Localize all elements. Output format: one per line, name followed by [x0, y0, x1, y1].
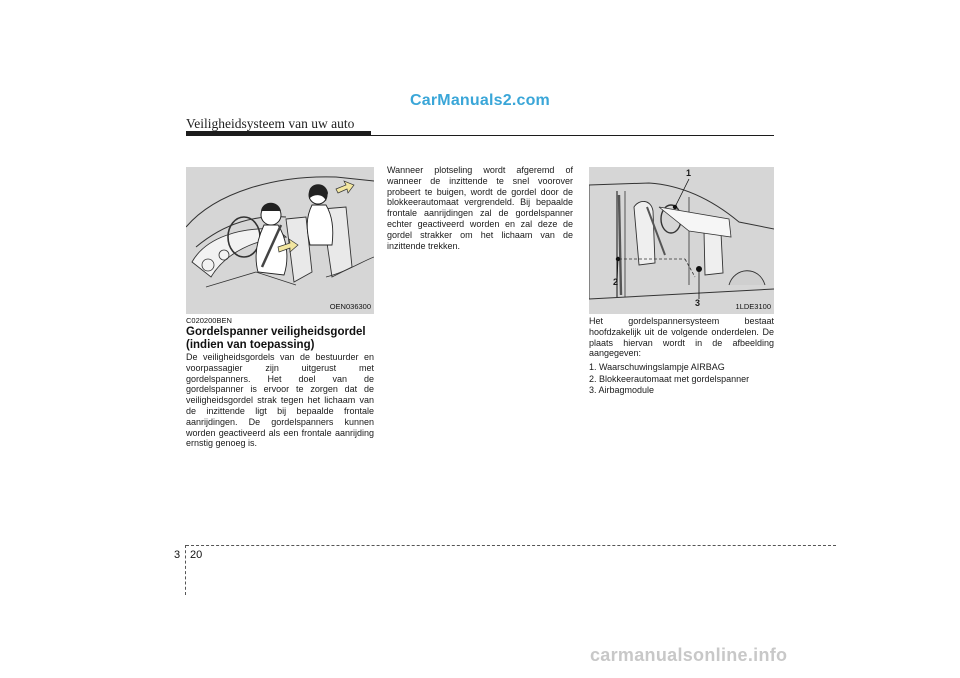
footer-divider — [185, 545, 186, 595]
paragraph-intro: De veiligheidsgordels van de bestuurder en voorpassagier zijn uitgerust met gordelspanners. Het doel van de gordelspanner is ervoor te zorgen dat de veiligheidsgordel strak tegen het lichaam van de inzittende ligt bij bepaalde frontale aanrijdingen. De gordelspanners kunnen worden geactiveerd als een frontale aanrijding ernstig genoeg is. — [186, 352, 374, 449]
paragraph-locking: Wanneer plotseling wordt afgeremd of wanneer de inzittende te snel voorover probeert te buigen, wordt de gordel door de blokkeerautomaat vergrendeld. Bij bepaalde frontale aanrijdingen zal de gordelspanner echter geactiveerd worden en zal deze de gordel strakker om het lichaam van de inzittende trekken. — [387, 165, 573, 251]
paragraph-components: Het gordelspannersysteem bestaat hoofdzakelijk uit de volgende onderdelen. De plaats hiervan wordt in de afbeelding aangegeven: — [589, 316, 774, 359]
section-heading: Gordelspanner veiligheidsgordel (indien van toepassing) — [186, 326, 366, 351]
section-code: C020200BEN — [186, 316, 232, 325]
car-cutaway-illustration — [589, 167, 774, 314]
watermark-bottom: carmanualsonline.info — [590, 645, 788, 665]
header-rule-thin — [186, 135, 774, 136]
watermark-top: CarManuals2.com — [410, 92, 550, 109]
chapter-header-title: Veiligheidsysteem van uw auto — [186, 116, 355, 131]
list-item: 2. Blokkeerautomaat met gordelspanner — [589, 373, 750, 384]
callout-1: 1 — [686, 168, 692, 178]
list-item: 1. Waarschuwingslampje AIRBAG — [589, 362, 725, 372]
figure-car-cutaway — [589, 167, 774, 314]
figure-code: OEN036300 — [329, 302, 371, 311]
chapter-number: 3 — [174, 549, 181, 561]
callout-3: 3 — [695, 298, 701, 308]
callout-2: 2 — [613, 277, 619, 287]
component-list — [589, 362, 779, 397]
figure-seatbelt-occupants — [186, 167, 374, 314]
footer-rule — [186, 545, 836, 546]
seatbelt-occupants-illustration — [186, 167, 374, 314]
list-item: 3. Airbagmodule — [589, 385, 655, 395]
figure-code: 1LDE3100 — [735, 302, 771, 311]
page-number: 20 — [190, 549, 203, 561]
